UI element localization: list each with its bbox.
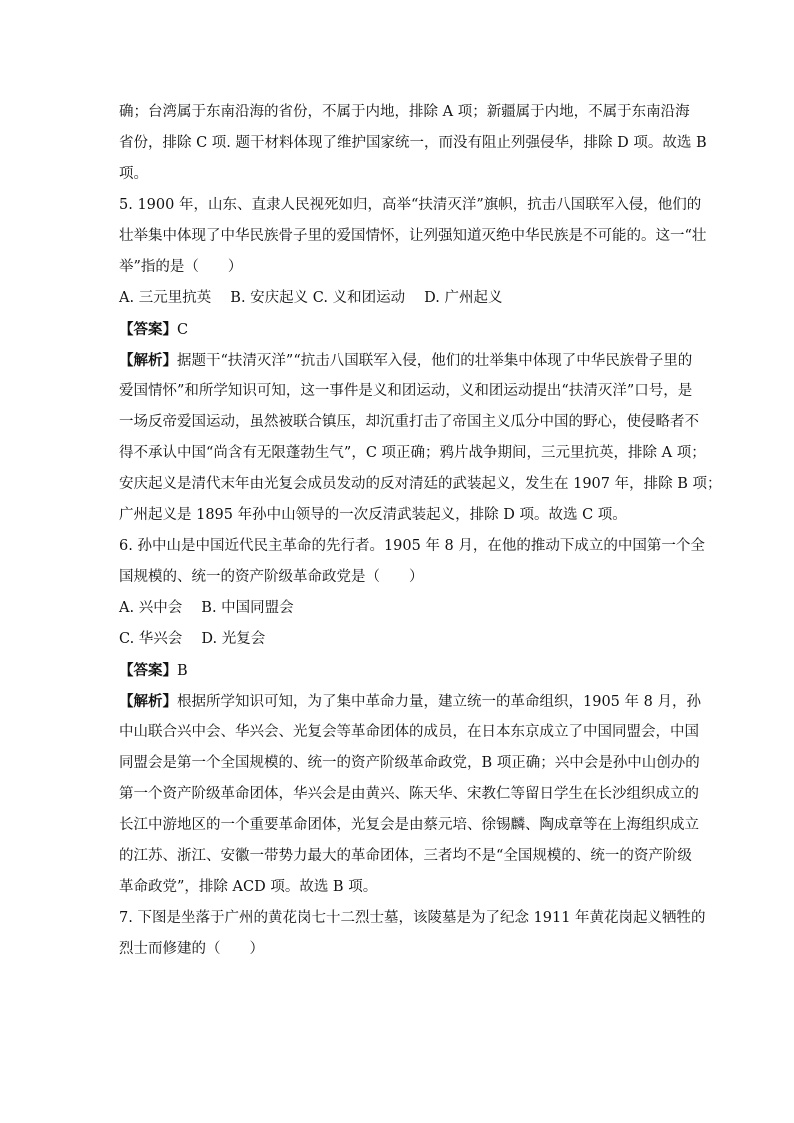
text-line bbox=[119, 841, 692, 872]
line-text: 的江苏、浙江、安徽一带势力最大的革命团体，三者均不是“全国规模的、统一的资产阶级 bbox=[119, 848, 692, 864]
text-line bbox=[119, 252, 679, 283]
line-text: 据题干“扶清灭洋”“抗击八国联军入侵，他们的壮举集中体现了中华民族骨子里的 bbox=[177, 353, 693, 369]
line-text: 根据所学知识可知，为了集中革命力量，建立统一的革命组织，1905 年 8 月，孙 bbox=[177, 694, 701, 710]
document-page bbox=[119, 97, 722, 965]
answer-tag: 【答案】 bbox=[119, 662, 177, 679]
line-text: 一场反帝爱国运动，虽然被联合镇压，却沉重打击了帝国主义瓜分中国的野心，使侵略者不 bbox=[119, 414, 699, 430]
text-line bbox=[119, 345, 693, 376]
line-text: 爱国情怀”和所学知识可知，这一事件是义和团运动，义和团运动提出“扶清灭洋”口号，是 bbox=[119, 383, 693, 399]
line-text: C bbox=[177, 322, 189, 338]
text-line bbox=[119, 500, 679, 531]
line-text: C. 华兴会 D. 光复会 bbox=[119, 631, 266, 647]
line-text: 国规模的、统一的资产阶级革命政党是（ ） bbox=[119, 569, 424, 585]
line-text: 烈士而修建的（ ） bbox=[119, 941, 264, 957]
text-line bbox=[119, 624, 679, 655]
line-text: 革命政党”，排除 ACD 项。故选 B 项。 bbox=[119, 879, 378, 895]
text-line bbox=[119, 190, 702, 221]
text-line bbox=[119, 469, 722, 500]
text-line bbox=[119, 810, 699, 841]
text-line bbox=[119, 903, 706, 934]
text-line bbox=[119, 407, 699, 438]
text-line bbox=[119, 934, 679, 965]
line-text: A. 兴中会 B. 中国同盟会 bbox=[119, 600, 294, 616]
line-text: 确；台湾属于东南沿海的省份，不属于内地，排除 A 项；新疆属于内地，不属于东南沿海 bbox=[119, 104, 690, 120]
line-text: 广州起义是 1895 年孙中山领导的一次反清武装起义，排除 D 项。故选 C 项。 bbox=[119, 507, 627, 523]
line-text: 得不承认中国“尚含有无限蓬勃生气”，C 项正确；鸦片战争期间，三元里抗英，排除 A 项； bbox=[119, 445, 706, 461]
text-line bbox=[119, 562, 679, 593]
text-line bbox=[119, 593, 679, 624]
text-line bbox=[119, 128, 707, 159]
text-line bbox=[119, 748, 700, 779]
answer-tag: 【解析】 bbox=[119, 352, 177, 369]
line-text: A. 三元里抗英 B. 安庆起义 C. 义和团运动 D. 广州起义 bbox=[119, 290, 503, 306]
line-text: 省份，排除 C 项. 题干材料体现了维护国家统一，而没有阻止列强侵华，排除 D 项。故选 B bbox=[119, 135, 707, 151]
line-text: 壮举集中体现了中华民族骨子里的爱国情怀，让列强知道灭绝中华民族是不可能的。这一“壮 bbox=[119, 228, 707, 244]
text-line bbox=[119, 376, 693, 407]
text-line bbox=[119, 717, 699, 748]
text-line bbox=[119, 97, 690, 128]
text-line bbox=[119, 314, 679, 345]
line-text: 长江中游地区的一个重要革命团体，光复会是由蔡元培、徐锡麟、陶成章等在上海组织成立 bbox=[119, 817, 699, 833]
line-text: 项。 bbox=[119, 166, 148, 182]
line-text: 举”指的是（ ） bbox=[119, 259, 243, 275]
line-text: 6. 孙中山是中国近代民主革命的先行者。1905 年 8 月，在他的推动下成立的中国第一个全 bbox=[119, 538, 705, 554]
text-line bbox=[119, 686, 701, 717]
answer-tag: 【答案】 bbox=[119, 321, 177, 338]
line-text: 中山联合兴中会、华兴会、光复会等革命团体的成员，在日本东京成立了中国同盟会，中国 bbox=[119, 724, 699, 740]
line-text: 第一个资产阶级革命团体，华兴会是由黄兴、陈天华、宋教仁等留日学生在长沙组织成立的 bbox=[119, 786, 699, 802]
text-line bbox=[119, 655, 679, 686]
line-text: 安庆起义是清代末年由光复会成员发动的反对清廷的武装起义，发生在 1907 年，排除 B 项； bbox=[119, 476, 722, 492]
line-text: 同盟会是第一个全国规模的、统一的资产阶级革命政党，B 项正确；兴中会是孙中山创办的 bbox=[119, 755, 700, 771]
line-text: 7. 下图是坐落于广州的黄花岗七十二烈士墓，该陵墓是为了纪念 1911 年黄花岗起义牺牲的 bbox=[119, 910, 706, 926]
line-text: 5. 1900 年，山东、直隶人民视死如归，高举“扶清灭洋”旗帜，抗击八国联军入侵，他们的 bbox=[119, 197, 702, 213]
text-line bbox=[119, 531, 705, 562]
line-text: B bbox=[177, 663, 188, 679]
text-line bbox=[119, 221, 707, 252]
text-line bbox=[119, 159, 679, 190]
text-line bbox=[119, 438, 706, 469]
answer-tag: 【解析】 bbox=[119, 693, 177, 710]
text-line bbox=[119, 779, 699, 810]
text-line bbox=[119, 872, 679, 903]
text-line bbox=[119, 283, 679, 314]
